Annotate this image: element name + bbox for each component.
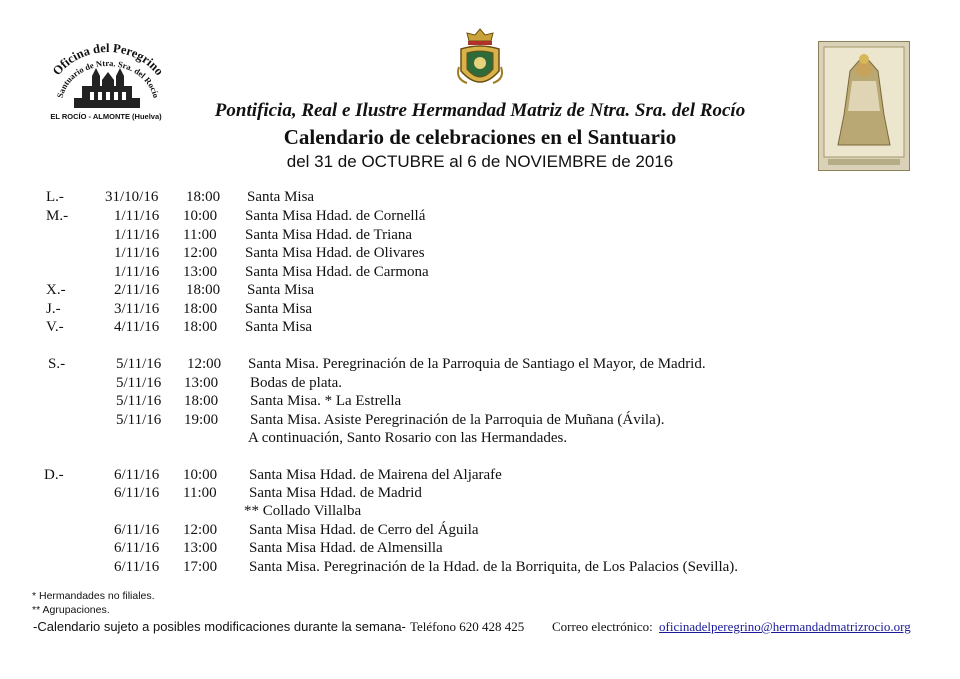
phone-text: Teléfono 620 428 425 bbox=[410, 619, 525, 634]
crest-icon bbox=[455, 27, 505, 95]
time-cell: 17:00 bbox=[183, 559, 218, 575]
date-cell: 1/11/16 bbox=[114, 227, 160, 243]
date-cell: 1/11/16 bbox=[114, 208, 160, 224]
description-cell: Santa Misa bbox=[247, 282, 315, 298]
logo-caption: EL ROCÍO - ALMONTE (Huelva) bbox=[50, 112, 162, 121]
brotherhood-title: Pontificia, Real e Ilustre Hermandad Matriz de Ntra. Sra. del Rocío bbox=[214, 100, 746, 121]
time-cell: 10:00 bbox=[183, 208, 218, 224]
footnote-agrupaciones: ** Agrupaciones. bbox=[32, 604, 110, 616]
time-cell: 19:00 bbox=[184, 412, 219, 428]
time-cell: 18:00 bbox=[183, 319, 218, 335]
calendar-title: Calendario de celebraciones en el Santuario bbox=[283, 125, 677, 149]
date-cell: 6/11/16 bbox=[114, 485, 160, 501]
email-link[interactable]: oficinadelperegrino@hermandadmatrizrocio.org bbox=[659, 619, 911, 634]
date-cell: 6/11/16 bbox=[114, 467, 160, 483]
footnote-hermandades: * Hermandades no filiales. bbox=[32, 590, 155, 602]
description-cell: Santa Misa Hdad. de Cerro del Águila bbox=[249, 522, 479, 538]
date-cell: 4/11/16 bbox=[114, 319, 160, 335]
time-cell: 18:00 bbox=[183, 301, 218, 317]
description-cell: A continuación, Santo Rosario con las Hermandades. bbox=[248, 430, 568, 446]
description-cell: ** Collado Villalba bbox=[244, 503, 362, 519]
day-label: M.- bbox=[46, 208, 69, 224]
time-cell: 12:00 bbox=[183, 522, 218, 538]
time-cell: 13:00 bbox=[183, 264, 218, 280]
logo-inner-arc-text: Santuario de Ntra. Sra. del Rocío bbox=[54, 57, 162, 99]
date-cell: 6/11/16 bbox=[114, 559, 160, 575]
day-label: V.- bbox=[46, 319, 64, 335]
description-cell: Santa Misa Hdad. de Cornellá bbox=[245, 208, 426, 224]
virgin-del-rocio-icon bbox=[818, 41, 910, 171]
date-cell: 1/11/16 bbox=[114, 245, 160, 261]
time-cell: 18:00 bbox=[186, 189, 221, 205]
date-cell: 5/11/16 bbox=[116, 393, 162, 409]
description-cell: Santa Misa. Peregrinación de la Parroquia de Santiago el Mayor, de Madrid. bbox=[248, 356, 706, 372]
description-cell: Santa Misa. * La Estrella bbox=[250, 393, 402, 409]
date-range: del 31 de OCTUBRE al 6 de NOVIEMBRE de 2016 bbox=[286, 152, 674, 171]
time-cell: 13:00 bbox=[183, 540, 218, 556]
day-label: X.- bbox=[46, 282, 66, 298]
description-cell: Santa Misa bbox=[245, 301, 313, 317]
description-cell: Santa Misa Hdad. de Mairena del Aljarafe bbox=[249, 467, 502, 483]
oficina-peregrino-logo bbox=[40, 40, 172, 130]
day-label: L.- bbox=[46, 189, 64, 205]
date-cell: 5/11/16 bbox=[116, 412, 162, 428]
disclaimer-text: -Calendario sujeto a posibles modificaciones durante la semana- bbox=[33, 619, 406, 634]
description-cell: Santa Misa Hdad. de Triana bbox=[245, 227, 413, 243]
description-cell: Santa Misa. Asiste Peregrinación de la Parroquia de Muñana (Ávila). bbox=[250, 412, 665, 428]
description-cell: Santa Misa Hdad. de Madrid bbox=[249, 485, 422, 501]
time-cell: 18:00 bbox=[186, 282, 221, 298]
description-cell: Santa Misa bbox=[245, 319, 313, 335]
email-label: Correo electrónico: bbox=[552, 619, 653, 634]
description-cell: Santa Misa Hdad. de Olivares bbox=[245, 245, 425, 261]
time-cell: 11:00 bbox=[183, 485, 217, 501]
date-cell: 5/11/16 bbox=[116, 356, 162, 372]
description-cell: Santa Misa Hdad. de Almensilla bbox=[249, 540, 443, 556]
date-cell: 1/11/16 bbox=[114, 264, 160, 280]
logo-arc-text: Oficina del Peregrino bbox=[49, 40, 167, 78]
date-cell: 31/10/16 bbox=[105, 189, 159, 205]
time-cell: 12:00 bbox=[187, 356, 222, 372]
day-label: J.- bbox=[46, 301, 61, 317]
date-cell: 6/11/16 bbox=[114, 522, 160, 538]
day-label: D.- bbox=[44, 467, 64, 483]
description-cell: Santa Misa Hdad. de Carmona bbox=[245, 264, 429, 280]
date-cell: 3/11/16 bbox=[114, 301, 160, 317]
time-cell: 18:00 bbox=[184, 393, 219, 409]
time-cell: 12:00 bbox=[183, 245, 218, 261]
date-cell: 5/11/16 bbox=[116, 375, 162, 391]
time-cell: 13:00 bbox=[184, 375, 219, 391]
day-label: S.- bbox=[48, 356, 66, 372]
description-cell: Santa Misa. Peregrinación de la Hdad. de la Borriquita, de Los Palacios (Sevilla). bbox=[249, 559, 739, 575]
hermandad-crest bbox=[455, 27, 505, 95]
date-cell: 2/11/16 bbox=[114, 282, 160, 298]
date-cell: 6/11/16 bbox=[114, 540, 160, 556]
time-cell: 11:00 bbox=[183, 227, 217, 243]
time-cell: 10:00 bbox=[183, 467, 218, 483]
description-cell: Santa Misa bbox=[247, 189, 315, 205]
description-cell: Bodas de plata. bbox=[250, 375, 343, 391]
sanctuary-building-icon bbox=[74, 68, 140, 108]
virgin-image-frame bbox=[818, 41, 910, 171]
